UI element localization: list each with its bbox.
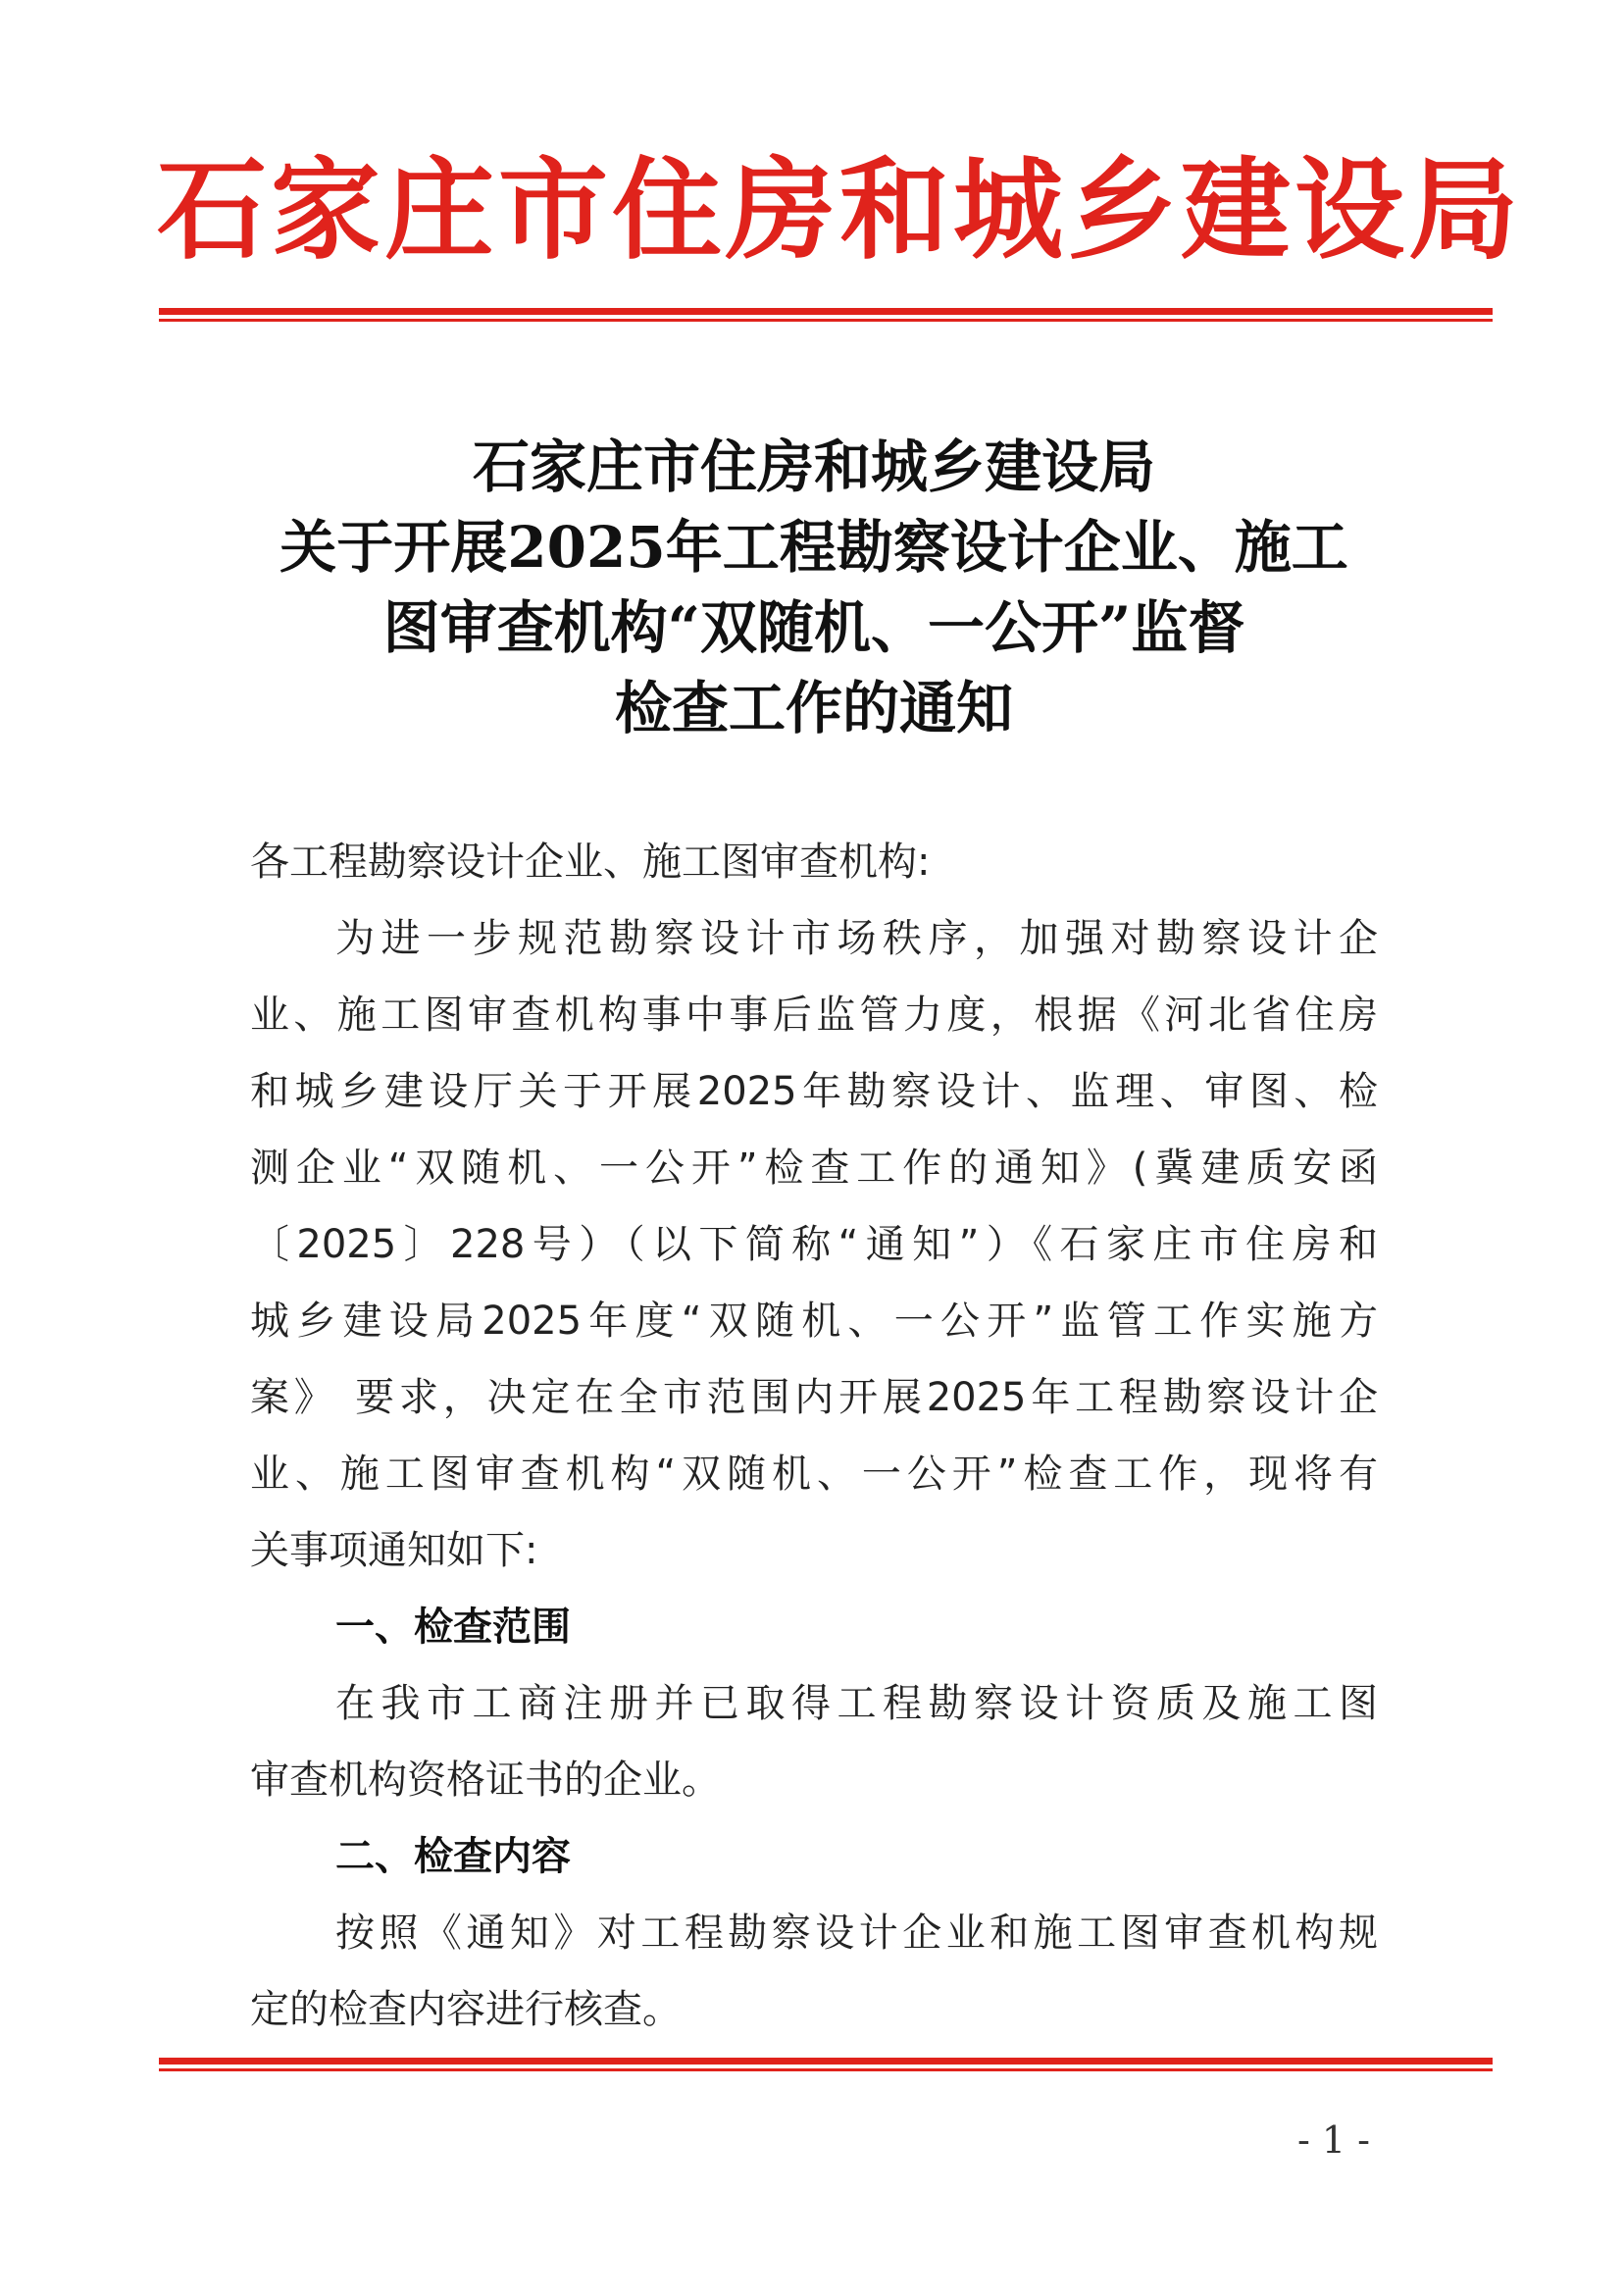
paragraph-line: 在我市工商注册并已取得工程勘察设计资质及施工图 <box>335 1681 1378 1726</box>
document-title <box>147 427 1481 748</box>
paragraph-line: 城乡建设局2025年度“双随机、一公开”监管工作实施方 <box>250 1299 1378 1344</box>
paragraph-line: 按照《通知》对工程勘察设计企业和施工图审查机构规 <box>335 1911 1378 1956</box>
section-scope-text <box>250 1665 1378 1818</box>
title-line: 图审查机构“双随机、一公开”监督 <box>382 594 1245 661</box>
paragraph-line: 案》 要求，决定在全市范围内开展2025年工程勘察设计企 <box>250 1375 1378 1420</box>
paragraph-line: 测企业“双随机、一公开”检查工作的通知》(冀建质安函 <box>250 1146 1378 1191</box>
red-rule-thin <box>159 319 1493 322</box>
letterhead-title: 石家庄市住房和城乡建设局 <box>157 146 1522 275</box>
title-line: 关于开展2025年工程勘察设计企业、施工 <box>279 514 1348 581</box>
document-body <box>250 824 1378 2048</box>
paragraph-line: 为进一步规范勘察设计市场秩序，加强对勘察设计企 <box>335 916 1378 961</box>
section-heading-content: 二、检查内容 <box>335 1834 571 1879</box>
paragraph-line: 和城乡建设厅关于开展2025年勘察设计、监理、审图、检 <box>250 1069 1378 1114</box>
paragraph-line: 关事项通知如下: <box>250 1528 538 1573</box>
paragraph-line: 审查机构资格证书的企业。 <box>250 1758 721 1803</box>
letterhead-red-rule <box>159 308 1493 322</box>
red-rule-thin <box>159 2068 1493 2071</box>
section-heading-scope: 一、检查范围 <box>335 1605 571 1650</box>
salutation: 各工程勘察设计企业、施工图审查机构: <box>250 840 931 885</box>
title-line: 石家庄市住房和城乡建设局 <box>472 433 1155 500</box>
red-rule-thick <box>159 308 1493 315</box>
paragraph-line: 定的检查内容进行核查。 <box>250 1987 682 2032</box>
title-line: 检查工作的通知 <box>614 675 1013 741</box>
section-content-text <box>250 1895 1378 2048</box>
paragraph-line: 〔2025〕228号）（以下简称“通知”）《石家庄市住房和 <box>250 1222 1378 1267</box>
red-rule-thick <box>159 2058 1493 2065</box>
page-number: - 1 - <box>1296 2118 1370 2162</box>
paragraph-line: 业、施工图审查机构事中事后监管力度，根据《河北省住房 <box>250 993 1378 1038</box>
paragraph-line: 业、施工图审查机构“双随机、一公开”检查工作，现将有 <box>250 1452 1378 1497</box>
paragraph-1 <box>250 900 1378 1589</box>
footer-red-rule <box>159 2058 1493 2071</box>
